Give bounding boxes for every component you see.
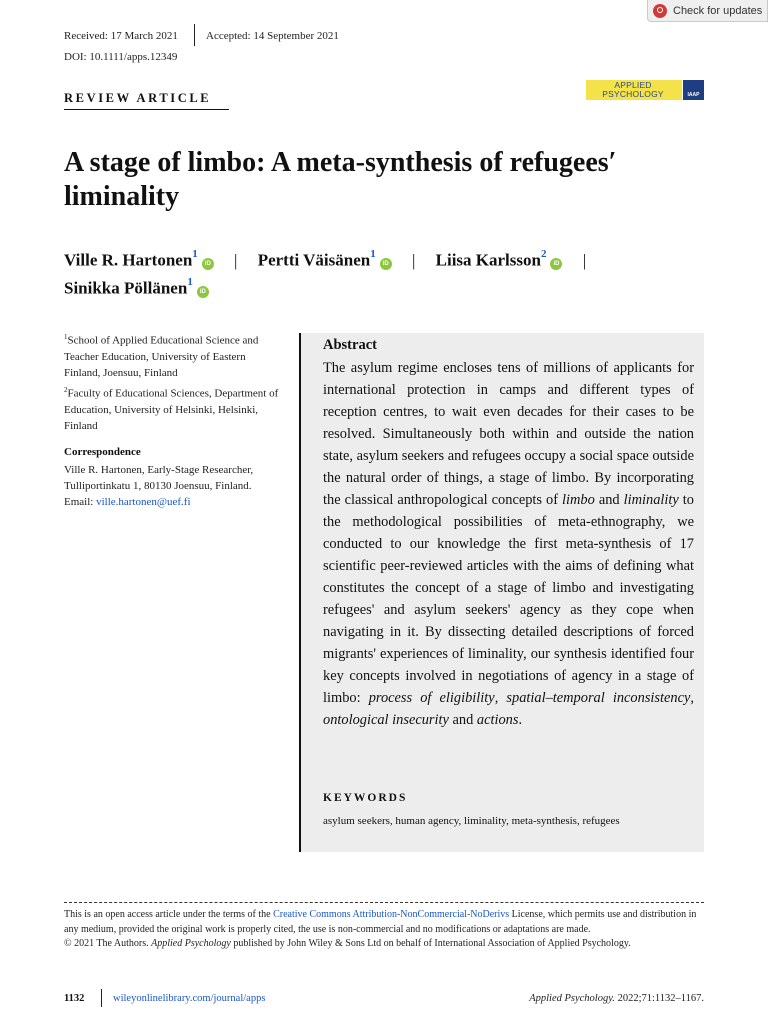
journal-logo-line1: APPLIED [614, 80, 652, 90]
correspondence-address: Ville R. Hartonen, Early-Stage Researcher, Tulliportinkatu 1, 80130 Joensuu, Finland. Email: ville.hartonen@uef.fi [64, 464, 254, 508]
article-type-rule [64, 109, 229, 110]
citation: Applied Psychology. 2022;71:1132–1167. [529, 993, 704, 1004]
affiliation-marker[interactable]: 1 [187, 276, 193, 288]
journal-logo-band [586, 80, 682, 100]
journal-url-link[interactable]: wileyonlinelibrary.com/journal/apps [113, 993, 266, 1004]
email-link[interactable]: ville.hartonen@uef.fi [96, 496, 191, 508]
affiliation-2: $^2$Faculty of Educational Sciences, Department of Education, University of Helsinki, Helsinki, Finland [64, 386, 279, 432]
keywords-list: asylum seekers, human agency, liminality, meta-synthesis, refugees [323, 815, 620, 827]
check-for-updates-label: Check for updates [673, 4, 763, 17]
article-title: A stage of limbo: A meta-synthesis of refugees′ liminality [64, 147, 617, 212]
author-name[interactable]: Liisa Karlsson [435, 250, 541, 270]
journal-logo-line2: PSYCHOLOGY [602, 89, 664, 99]
abstract-text: The asylum regime encloses tens of millions of applicants for international protection in camps and different types of reception centres, to wait even decades for their cases to be resolved. Simultaneously both within and outside the nation state, asylum seekers and refugees occupy a social space outside the natural order of things, a stage of limbo. By incorporating the classical anthropological concepts of limbo and liminality to the methodological possibilities of meta-ethnography, we conducted to our knowledge the first meta-synthesis of 17 scientific peer-reviewed articles with the aims of defining what constitutes the concept of a stage of limbo and investigating refugees' and asylum seekers' agency as they cope when navigating in it. By dissecting detailed descriptions of forced migrants' experiences of liminality, our synthesis identified four key concepts involved in negotiations of agency in a stage of limbo: process of eligibility, spatial–temporal inconsistency, ontological insecurity and actions. [323, 360, 695, 728]
author-line-2 [64, 270, 209, 303]
author-name[interactable]: Ville R. Hartonen [64, 250, 193, 270]
affiliation-marker[interactable]: 2 [540, 248, 547, 260]
iaap-logo-mark: IAAP [683, 80, 704, 100]
journal-logo [586, 80, 704, 100]
crossmark-icon [653, 4, 667, 18]
author-separator: | [411, 250, 416, 270]
affiliation-marker[interactable]: 1 [192, 248, 198, 260]
article-type: REVIEW ARTICLE [64, 91, 212, 105]
orcid-icon[interactable]: iD [197, 286, 209, 298]
author-name[interactable]: Pertti Väisänen [257, 250, 371, 270]
footnote-divider [64, 902, 704, 903]
page-number: 1132 [64, 993, 85, 1004]
author-separator: | [582, 250, 587, 270]
orcid-icon[interactable]: iD [202, 258, 214, 270]
abstract-heading: Abstract [323, 337, 377, 353]
affiliation-marker[interactable]: 1 [370, 248, 376, 260]
check-for-updates-button[interactable] [647, 0, 768, 22]
received-date: Received: 17 March 2021 [64, 30, 178, 42]
affiliation-1: $^1$School of Applied Educational Science and Teacher Education, University of Eastern Finland, Joensuu, Finland [64, 333, 259, 379]
keywords-heading: KEYWORDS [323, 792, 408, 804]
footer-divider [101, 989, 102, 1007]
orcid-icon[interactable]: iD [550, 258, 562, 270]
author-separator: | [234, 250, 238, 270]
header-divider [194, 24, 195, 46]
author-name[interactable]: Sinikka Pöllänen [64, 278, 188, 298]
doi[interactable]: DOI: 10.1111/apps.12349 [64, 51, 178, 63]
correspondence-heading: Correspondence [64, 446, 141, 458]
orcid-icon[interactable]: iD [380, 258, 392, 270]
license-link[interactable]: Creative Commons Attribution-NonCommercial-NoDerivs [273, 909, 510, 920]
accepted-date: Accepted: 14 September 2021 [206, 30, 339, 42]
license-footnote: This is an open access article under the terms of the Creative Commons Attribution-NonCommercial-NoDerivs License, which permits use and distribution in any medium, provided the original work is properly cited, the use is non-commercial and no modifications or adaptations are made. © 2021 The Authors. Applied Psychology published by John Wiley & Sons Ltd on behalf of International Association of Applied Psychology. [64, 909, 697, 950]
abstract-box [299, 333, 704, 852]
